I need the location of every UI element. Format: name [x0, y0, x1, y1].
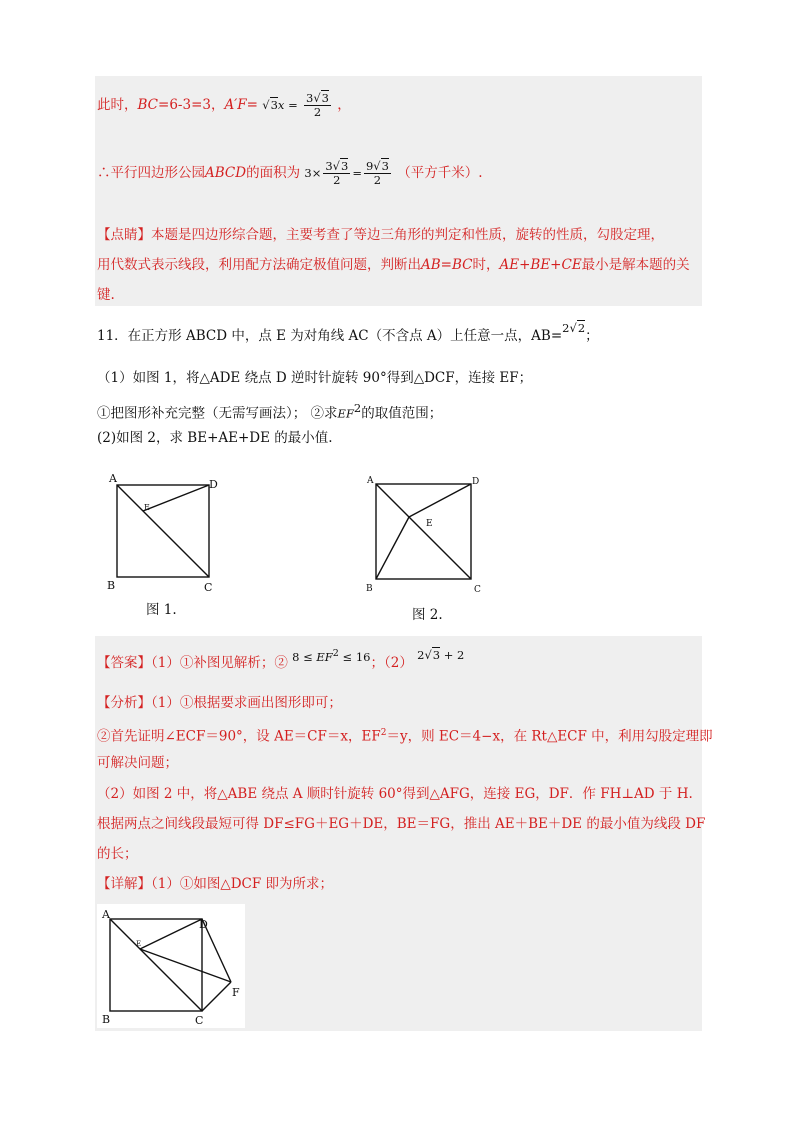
svg-text:E: E: [136, 940, 142, 948]
svg-text:A: A: [109, 472, 117, 485]
analysis-line3: 可解决问题；: [97, 755, 178, 771]
svg-text:B: B: [366, 584, 373, 594]
band1-line3: 【点睛】本题是四边形综合题，主要考查了等边三角形的判定和性质，旋转的性质，勾股定理，: [97, 227, 664, 243]
math-2sqrt2: 2√2: [562, 321, 586, 335]
frac-9sqrt3-2: $\frac{9√3}{2}$: [365, 159, 389, 187]
analysis-line4: （2）如图 2 中，将△ABE 绕点 A 顺时针旋转 60°得到△AFG，连接 EG，DF．作 FH⊥AD 于 H.: [97, 786, 693, 802]
svg-text:C: C: [204, 581, 213, 594]
figure-1: [100, 468, 230, 598]
band1-line2: ∴平行四边形公园ABCD的面积为 3× $\frac{3√3}{2}$ = $\frac{9√3}{2}$ （平方千米）.: [97, 159, 483, 187]
svg-text:B: B: [102, 1013, 111, 1026]
svg-text:E: E: [426, 519, 433, 529]
svg-text:A: A: [102, 908, 110, 921]
math-ef-range: $8 \le EF^2 \le 16$: [292, 648, 371, 664]
figure-3: [97, 904, 245, 1028]
analysis-line6: 的长；: [97, 846, 138, 862]
analysis-line2: ②首先证明∠ECF＝90°，设 AE＝CF＝x，$EF^2=y$，则 EC＝4−x，在 Rt△ECF 中，利用勾股定理即: [97, 728, 713, 745]
svg-text:C: C: [474, 585, 481, 595]
svg-text:B: B: [107, 579, 116, 592]
svg-text:D: D: [472, 477, 480, 487]
question-line4: (2)如图 2，求 BE+AE+DE 的最小值.: [97, 430, 333, 446]
math-sqrt3x: √3x =: [262, 98, 298, 112]
answer-line: 【答案】（1）①补图见解析；② $8 \le EF^2 \le 16$；（2） 2√3 + 2: [97, 647, 465, 671]
figure-1-caption: 图 1.: [146, 602, 177, 618]
svg-text:C: C: [195, 1014, 204, 1027]
analysis-line1: 【分析】（1）①根据要求画出图形即可；: [97, 695, 342, 711]
svg-text:E: E: [144, 503, 150, 512]
math-min-value: 2√3 + 2: [417, 647, 465, 662]
frac-3sqrt3-2: $\frac{3√3}{2}$: [306, 91, 329, 119]
question-line1: 11．在正方形 ABCD 中，点 E 为对角线 AC（不含点 A）上任意一点，AB=2√2；: [97, 321, 599, 344]
detail-line1: 【详解】（1）①如图△DCF 即为所求；: [97, 876, 334, 892]
band1-line5: 键.: [97, 287, 115, 303]
svg-text:D: D: [199, 918, 208, 931]
question-line3: ①把图形补充完整（无需写画法）； ②求$EF^2$的取值范围；: [97, 401, 443, 422]
figure-2-caption: 图 2.: [412, 607, 443, 623]
question-line2: （1）如图 1，将△ADE 绕点 D 逆时针旋转 90°得到△DCF，连接 EF；: [97, 370, 533, 386]
svg-text:F: F: [232, 986, 240, 999]
band1-line1: 此时，BC=6-3=3，A′F= √3x = $\frac{3√3}{2}$ ，: [97, 91, 351, 119]
svg-text:A: A: [367, 476, 374, 486]
figure-2: [362, 470, 492, 600]
band1-line4: 用代数式表示线段，利用配方法确定极值问题，判断出AB=BC时，AE+BE+CE最小是解本题的关: [97, 257, 690, 273]
frac-3sqrt3-2b: $\frac{3√3}{2}$: [325, 159, 349, 187]
svg-text:D: D: [209, 478, 218, 491]
analysis-line5: 根据两点之间线段最短可得 DF≤FG＋EG＋DE，BE＝FG，推出 AE＋BE＋DE 的最小值为线段 DF: [97, 816, 706, 832]
